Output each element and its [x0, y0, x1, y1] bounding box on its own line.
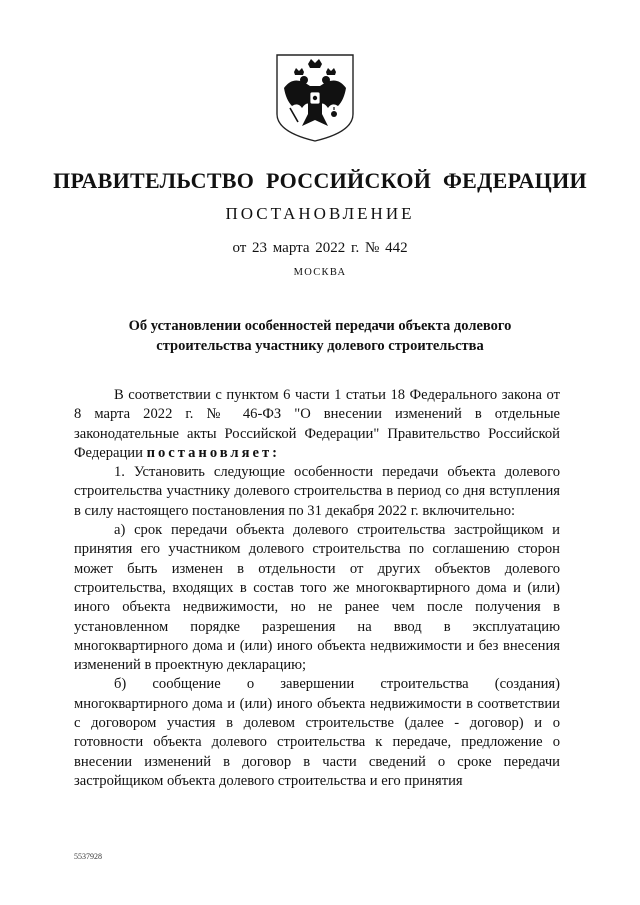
- document-date-number: от 23 марта 2022 г. № 442: [232, 240, 408, 256]
- resolves-word: постановляет:: [146, 444, 281, 461]
- coat-of-arms-emblem-icon: [274, 52, 356, 144]
- preamble-text: В соответствии с пунктом 6 части 1 статьи 18 Федерального закона от 8 марта 2022 г. № 46-ФЗ "О внесении изменений в отдельные законодательные акты Российской Федерации" Правительство Российской Федерации: [74, 387, 560, 461]
- document-body: [74, 386, 560, 791]
- item-1b-paragraph: б) сообщение о завершении строительства (создания) многоквартирного дома и (или) иного объекта недвижимости в соответствии с договором участия в долевом строительстве (далее - договор) и о готовности объекта долевого строительства к передаче, предложение о внесении изменений в договор в части сведений о сроке передачи застройщиком объекта долевого строительства и его принятия: [74, 676, 560, 789]
- preamble-paragraph: [74, 386, 560, 463]
- document-city: МОСКВА: [293, 267, 347, 278]
- item-1-paragraph: 1. Установить следующие особенности передачи объекта долевого строительства участнику долевого строительства в период со дня вступления в силу настоящего постановления по 31 декабря 2022 г. включительно:: [74, 464, 560, 519]
- government-title: ПРАВИТЕЛЬСТВО РОССИЙСКОЙ ФЕДЕРАЦИИ: [53, 168, 587, 193]
- subject-line-1: Об установлении особенностей передачи объекта долевого: [128, 318, 512, 334]
- document-type: ПОСТАНОВЛЕНИЕ: [225, 204, 415, 223]
- item-1a-paragraph: а) срок передачи объекта долевого строительства застройщиком и принятия его участником долевого строительства по соглашению сторон может быть изменен в отдельности от других объектов долевого строительства, входящих в состав того же многоквартирного дома и (или) иного объекта недвижимости, но не ранее чем после получения в установленном порядке разрешения на ввод в эксплуатацию многоквартирного дома и (или) иного объекта недвижимости и без внесения изменений в проектную декларацию;: [74, 522, 560, 674]
- subject-line-2: строительства участнику долевого строительства: [156, 338, 484, 354]
- document-code: 5537928: [74, 852, 102, 861]
- document-subject: [90, 316, 550, 356]
